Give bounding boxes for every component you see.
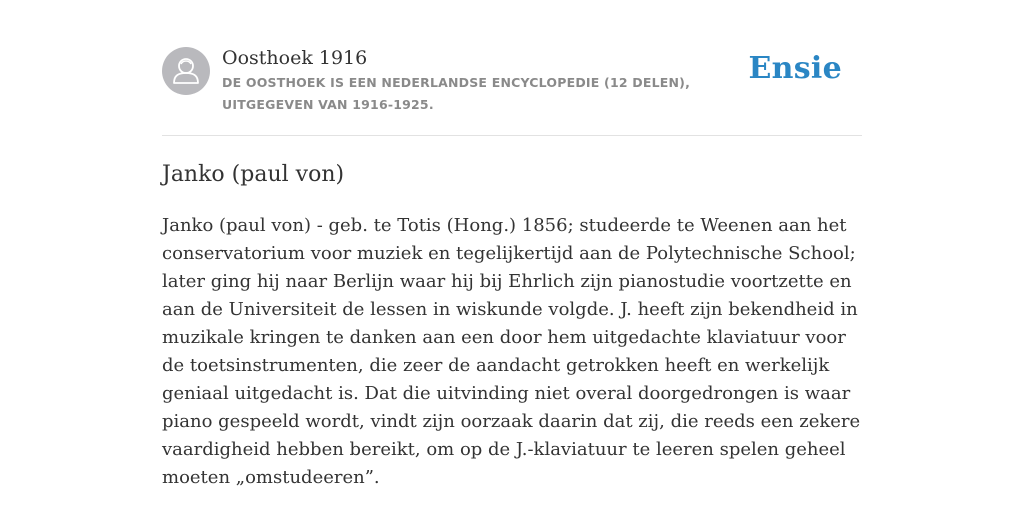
article-body: Janko (paul von) - geb. te Totis (Hong.) 1856; studeerde te Weenen aan het conservatorium voor muziek en tegelijkertijd aan de Polytechnische School; later ging hij naar Berlijn waar hij bij Ehrlich zijn pianostudie voortzette en aan de Universiteit de lessen in wiskunde volgde. J. heeft zijn bekendheid in muzikale kringen te danken aan een door hem uitgedachte klaviatuur voor de toetsinstrumenten, die zeer de aandacht getrokken heeft en werkelijk geniaal uitgedacht is. Dat die uitvinding niet overal doorgedrongen is waar piano gespeeld wordt, vindt zijn oorzaak daarin dat zij, die reeds een zekere vaardigheid hebben bereikt, om op de J.-klaviatuur te leeren spelen geheel moeten „omstudeeren”.: [162, 215, 861, 488]
article-card: [162, 40, 862, 488]
source-description: DE OOSTHOEK IS EEN NEDERLANDSE ENCYCLOPEDIE (12 DELEN), UITGEGEVEN VAN 1916-1925.: [222, 75, 691, 112]
source-name[interactable]: Oosthoek 1916: [222, 47, 368, 69]
user-silhouette-icon[interactable]: [162, 47, 210, 95]
source-header: [162, 40, 862, 136]
article-title: Janko (paul von): [162, 162, 345, 187]
brand-logo[interactable]: Ensie: [748, 51, 842, 86]
